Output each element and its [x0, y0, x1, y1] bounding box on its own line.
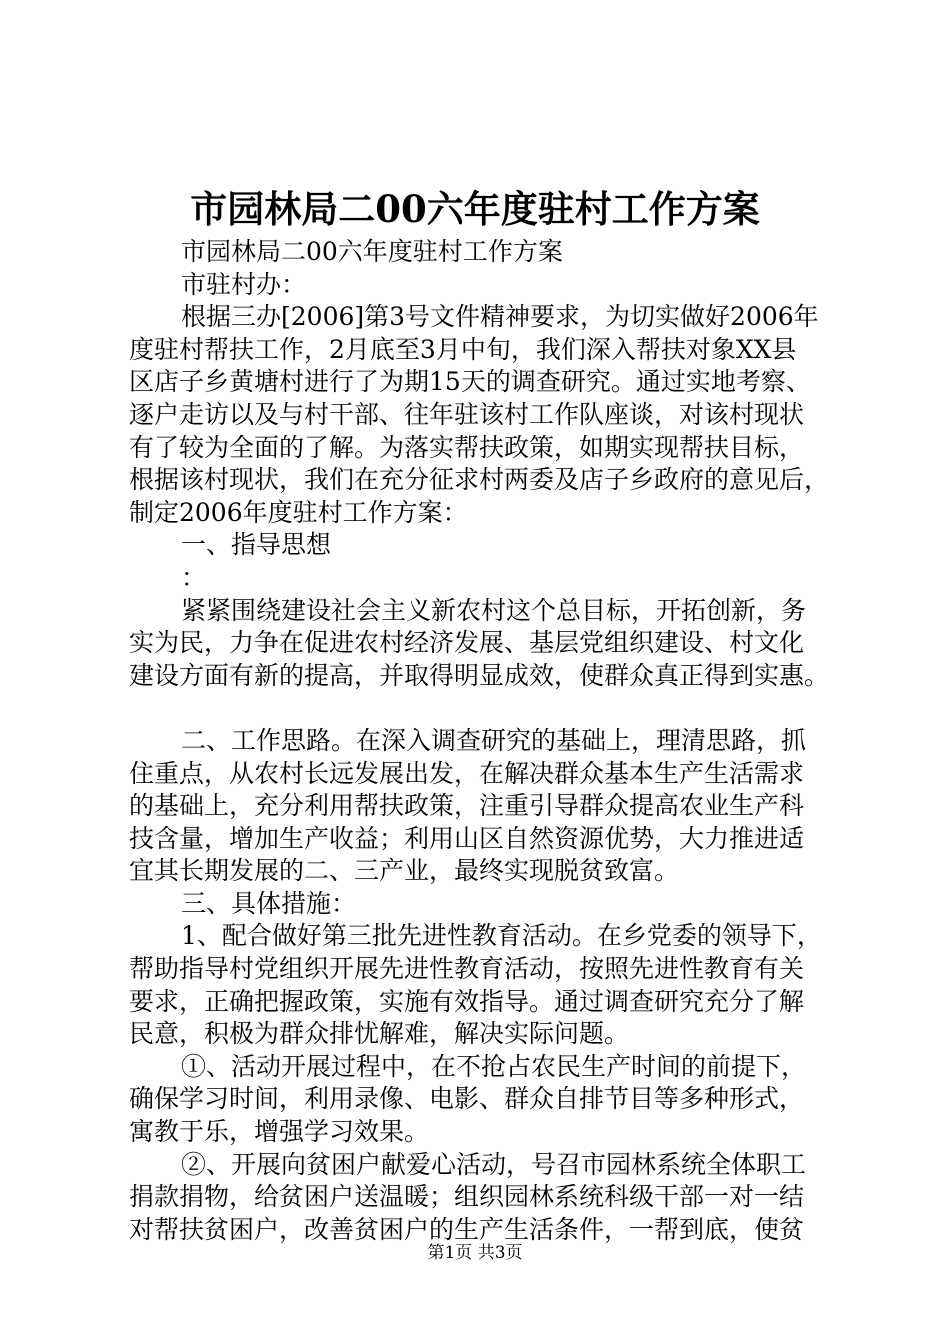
paragraph-line: 寓教于乐，增强学习效果。: [129, 1117, 430, 1147]
blank-line: [129, 692, 849, 725]
paragraph-line: 根据三办[2006]第3号文件精神要求，为切实做好2006年: [181, 302, 819, 332]
paragraph-line: 1、配合做好第三批先进性教育活动。在乡党委的领导下，: [181, 921, 822, 951]
paragraph-line: 捐款捐物，给贫困户送温暖；组织园林系统科级干部一对一结: [129, 1182, 805, 1212]
paragraph-line: 要求，正确把握政策，实施有效指导。通过调查研究充分了解: [129, 986, 805, 1016]
paragraph-line: 帮助指导村党组织开展先进性教育活动，按照先进性教育有关: [129, 954, 805, 984]
paragraph-line: 住重点，从农村长远发展出发，在解决群众基本生产生活需求: [129, 758, 805, 788]
paragraph-line: 实为民，力争在促进农村经济发展、基层党组织建设、村文化: [129, 628, 805, 658]
page-number-footer: 第1页 共3页: [427, 1243, 523, 1263]
paragraph-line: 度驻村帮扶工作，2月底至3月中旬，我们深入帮扶对象XX县: [129, 334, 797, 364]
paragraph-line: 逐户走访以及与村干部、往年驻该村工作队座谈，对该村现状: [129, 399, 805, 429]
document-title: 市园林局二00六年度驻村工作方案: [190, 187, 760, 231]
paragraph-line: 紧紧围绕建设社会主义新农村这个总目标，开拓创新，务: [181, 595, 807, 625]
paragraph-line: 对帮扶贫困户，改善贫困户的生产生活条件，一帮到底，使贫: [129, 1214, 805, 1244]
document-body: [129, 236, 849, 1246]
paragraph-line: 二、工作思路。在深入调查研究的基础上，理清思路，抓: [181, 725, 807, 755]
paragraph-line: 的基础上，充分利用帮扶政策，注重引导群众提高农业生产科: [129, 791, 805, 821]
paragraph-line: ②、开展向贫困户献爱心活动，号召市园林系统全体职工: [181, 1149, 807, 1179]
paragraph-line: 有了较为全面的了解。为落实帮扶政策，如期实现帮扶目标，: [129, 432, 805, 462]
paragraph-line: 区店子乡黄塘村进行了为期15天的调查研究。通过实地考察、: [129, 367, 811, 397]
recipient-line: 市驻村办：: [181, 269, 307, 299]
subtitle-line: 市园林局二00六年度驻村工作方案: [181, 237, 563, 266]
paragraph-line: 宜其长期发展的二、三产业，最终实现脱贫致富。: [129, 856, 680, 886]
paragraph-line: 民意，积极为群众排忧解难，解决实际问题。: [129, 1019, 630, 1049]
paragraph-line: 技含量，增加生产收益；利用山区自然资源优势，大力推进适: [129, 823, 805, 853]
paragraph-line: 建设方面有新的提高，并取得明显成效，使群众真正得到实惠。: [129, 660, 830, 690]
paragraph-line: 确保学习时间，利用录像、电影、群众自排节目等多种形式，: [129, 1084, 805, 1114]
section-heading: 三、具体措施：: [181, 888, 357, 918]
paragraph-line: ①、活动开展过程中，在不抢占农民生产时间的前提下，: [181, 1051, 807, 1081]
paragraph-line: ：: [181, 562, 207, 592]
paragraph-line: 制定2006年度驻村工作方案：: [129, 497, 468, 527]
paragraph-line: 根据该村现状，我们在充分征求村两委及店子乡政府的意见后，: [129, 465, 830, 495]
section-heading: 一、指导思想: [181, 530, 332, 560]
